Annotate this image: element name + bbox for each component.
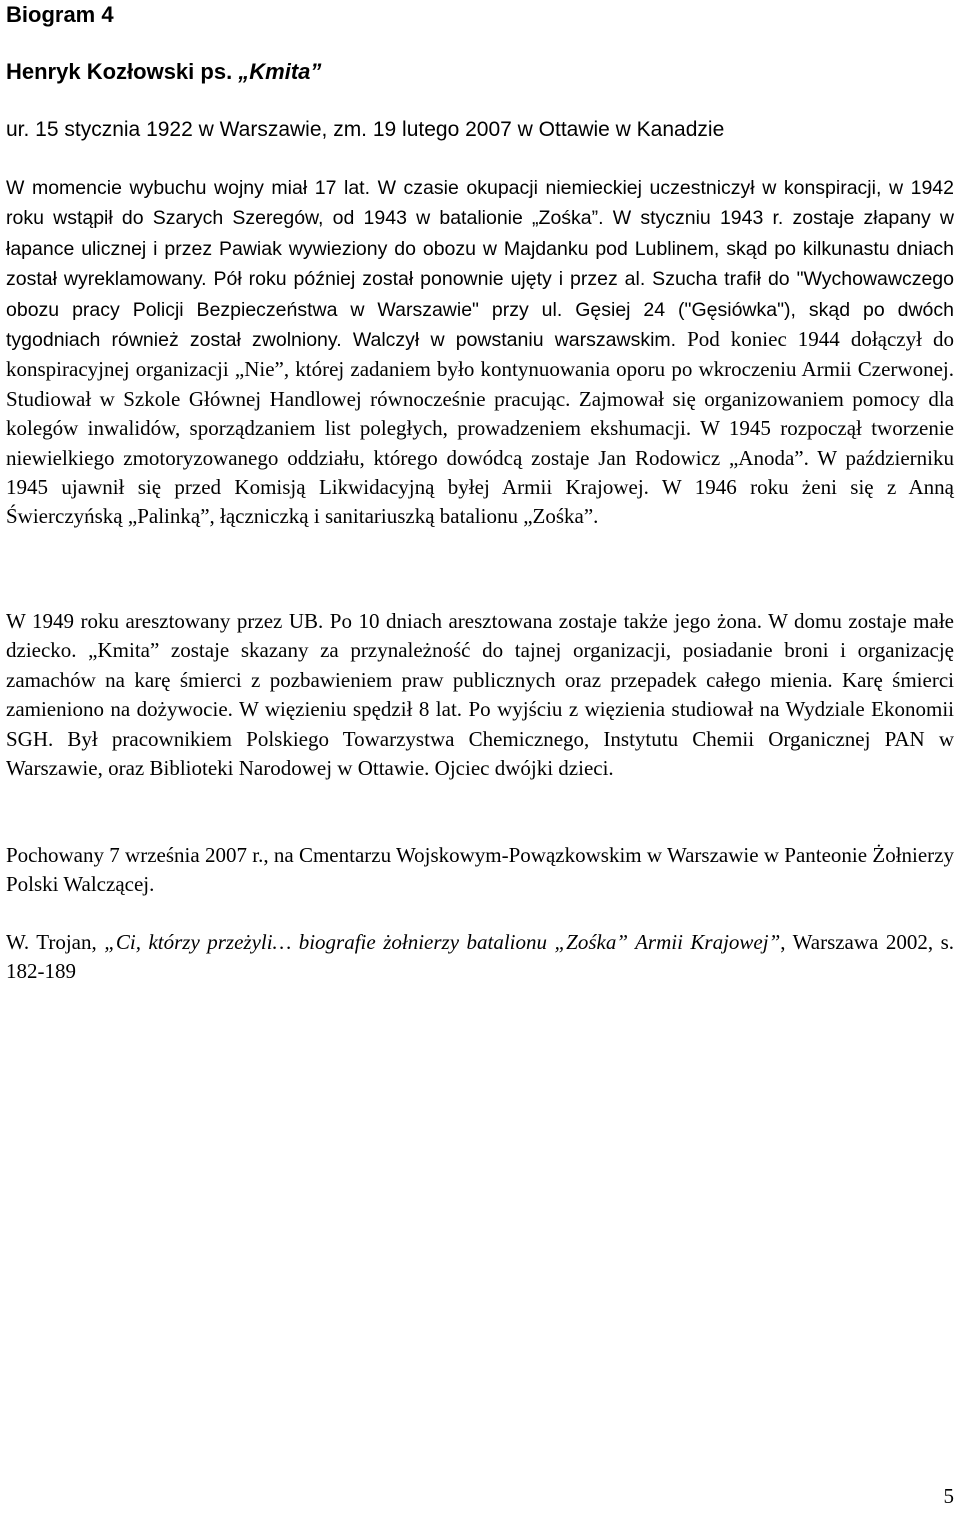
citation-title: „Ci, którzy przeżyli… biografie żołnierzy batalionu „Zośka” Armii Krajowej” [104,930,781,954]
citation-details: , Warszawa 2002, s. 182-189 [6,930,954,984]
biography-paragraph-2: W 1949 roku aresztowany przez UB. Po 10 dniach aresztowana zostaje także jego żona. W domu zostaje małe dziecko. „Kmita” zostaje skazany za przynależność do tajnej organizacji, posiadanie broni i organizację zamachów na karę śmierci z pozbawieniem praw publicznych oraz przepadek całego mienia. Karę śmierci zamieniono na dożywocie. W więzieniu spędził 8 lat. Po wyjściu z więzienia studiował na Wydziale Ekonomii SGH. Był pracownikiem Polskiego Towarzystwa Chemicznego, Instytutu Chemii Organicznej PAN w Warszawie, oraz Biblioteki Narodowej w Ottawie. Ojciec dwójki dzieci. [6,609,954,781]
page-number: 5 [943,1484,954,1508]
page-heading: Biogram 4 [6,2,114,27]
biography-paragraph-1 [6,173,954,532]
person-alias: „Kmita” [238,59,322,84]
burial-paragraph: Pochowany 7 września 2007 r., na Cmentarzu Wojskowym-Powązkowskim w Warszawie w Panteonie Żołnierzy Polski Walczącej. [6,843,954,897]
biography-paragraph-1-part-b: Pod koniec 1944 dołączył do konspiracyjnej organizacji „Nie”, której zadaniem było kontynuowania oporu po wkroczeniu Armii Czerwonej. Studiował w Szkole Głównej Handlowej równocześnie pracując. Zajmował się organizowaniem pomocy dla kolegów inwalidów, sporządzaniem list poległych, prowadzeniem ekshumacji. W 1945 rozpoczął tworzenie niewielkiego zmotoryzowanego oddziału, którego dowódcą zostaje Jan Rodowicz „Anoda”. W październiku 1945 ujawnił się przed Komisją Likwidacyjną byłej Armii Krajowej. W 1946 roku żeni się z Anną Świerczyńską „Palinką”, łączniczką i sanitariuszką batalionu „Zośka”. [6,327,954,529]
person-name-line [6,58,321,86]
alias-prefix: ps. [194,59,239,84]
citation-author: W. Trojan, [6,930,105,954]
biography-paragraph-1-part-a: W momencie wybuchu wojny miał 17 lat. W czasie okupacji niemieckiej uczestniczył w konspiracji, w 1942 roku wstąpił do Szarych Szeregów, od 1943 w batalionie „Zośka”. W styczniu 1943 r. zostaje złapany w łapance ulicznej i przez Pawiak wywieziony do obozu w Majdanku pod Lublinem, skąd po kilkunastu dniach został wyreklamowany. Pół roku później został ponownie ujęty i przez al. Szucha trafił do "Wychowawczego obozu pracy Policji Bezpieczeństwa w Warszawie" przy ul. Gęsiej 24 ("Gęsiówka"), skąd po dwóch tygodniach również został zwolniony. Walczył w powstaniu warszawskim. [6,177,954,352]
source-citation [6,928,954,987]
birth-death-dates: ur. 15 stycznia 1922 w Warszawie, zm. 19 lutego 2007 w Ottawie w Kanadzie [6,118,725,141]
person-name: Henryk Kozłowski [6,59,195,84]
